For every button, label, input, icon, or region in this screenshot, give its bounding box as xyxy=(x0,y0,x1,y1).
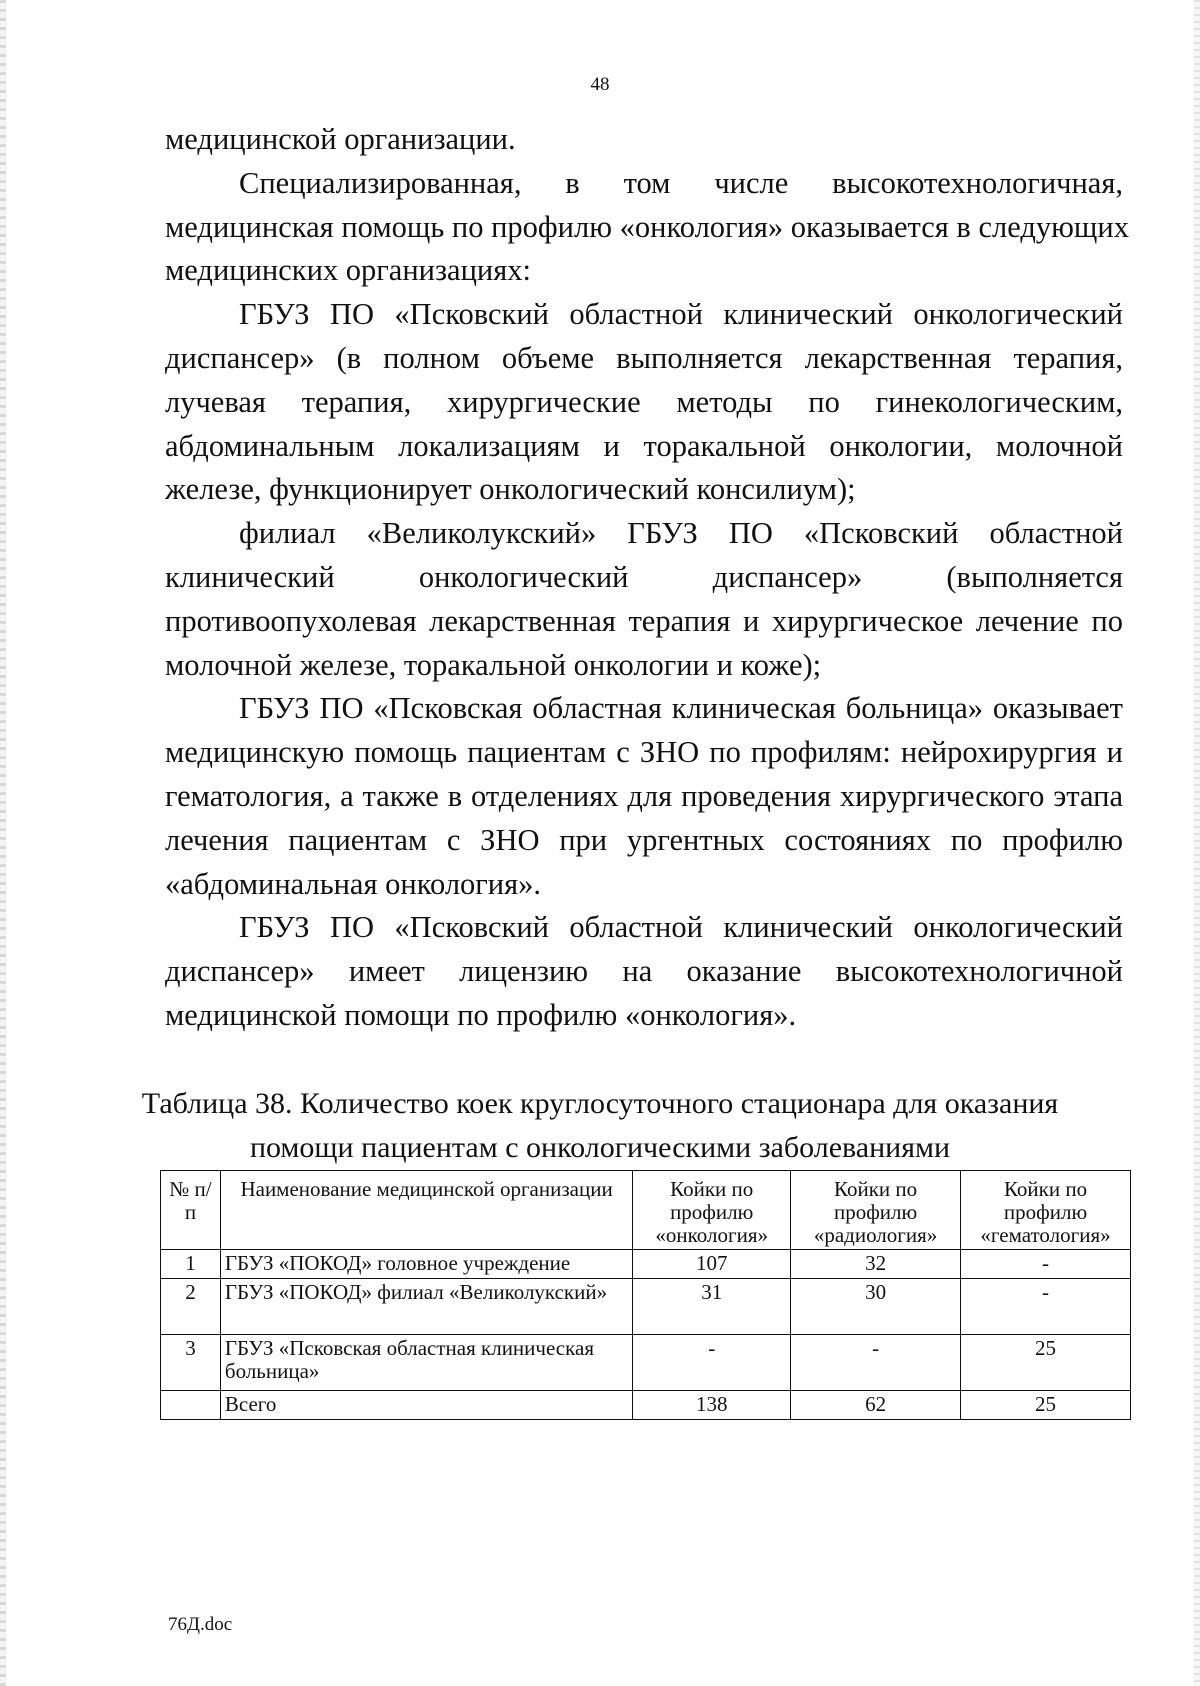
scan-edge-right xyxy=(1194,0,1200,1686)
table-caption-line: Таблица 38. Количество коек круглосуточного стационара для оказания xyxy=(141,1087,1059,1120)
table-total-row xyxy=(161,1391,1131,1420)
cell-organization: Всего xyxy=(220,1391,632,1420)
cell-organization: ГБУЗ «ПОКОД» филиал «Великолукский» xyxy=(220,1279,632,1335)
header-organization: Наименование медицинской организации xyxy=(220,1171,632,1250)
cell-hematology: 25 xyxy=(961,1335,1131,1391)
page-number: 48 xyxy=(590,74,610,95)
paragraph-line: молочной железе, торакальной онкологии и коже); xyxy=(165,647,822,682)
paragraph-line: ГБУЗ ПО «Псковский областной клинический онкологический xyxy=(239,297,1123,332)
paragraph-line: диспансер» (в полном объеме выполняется лекарственная терапия, xyxy=(165,340,1123,375)
cell-hematology: 25 xyxy=(961,1391,1131,1420)
footer-filename: 76Д.doc xyxy=(168,1614,233,1635)
cell-number: 3 xyxy=(161,1335,221,1391)
header-hematology-beds: Койки по профилю «гематология» xyxy=(961,1171,1131,1250)
table-caption xyxy=(0,1082,1200,1170)
beds-table xyxy=(160,1170,1131,1420)
paragraph-line: медицинской помощи по профилю «онкология». xyxy=(165,997,797,1032)
cell-oncology: 31 xyxy=(633,1279,791,1335)
table-caption-line: помощи пациентам с онкологическими заболеваниями xyxy=(249,1131,951,1164)
paragraph-line: диспансер» имеет лицензию на оказание высокотехнологичной xyxy=(165,954,1123,989)
paragraph-line: медицинская помощь по профилю «онкология» оказывается в следующих xyxy=(165,209,1129,244)
table-header-row xyxy=(161,1171,1131,1250)
paragraph-line: противоопухолевая лекарственная терапия и хирургическое лечение по xyxy=(165,603,1123,638)
scan-edge-left xyxy=(0,0,6,1686)
paragraph-line: медицинской организации. xyxy=(165,122,516,156)
table-row xyxy=(161,1279,1131,1335)
cell-organization: ГБУЗ «ПОКОД» головное учреждение xyxy=(220,1250,632,1279)
cell-oncology: - xyxy=(633,1335,791,1391)
cell-organization: ГБУЗ «Псковская областная клиническая больница» xyxy=(220,1335,632,1391)
paragraph-line: Специализированная, в том числе высокотехнологичная, xyxy=(239,165,1123,200)
paragraph-line: лечения пациентам с ЗНО при ургентных состояниях по профилю xyxy=(165,822,1123,857)
header-number: № п/п xyxy=(161,1171,221,1250)
cell-hematology: - xyxy=(961,1250,1131,1279)
body-text xyxy=(165,118,1129,1038)
cell-number: 2 xyxy=(161,1279,221,1335)
paragraph-line: филиал «Великолукский» ГБУЗ ПО «Псковский областной xyxy=(239,516,1123,551)
cell-radiology: - xyxy=(791,1335,961,1391)
paragraph-line: медицинскую помощь пациентам с ЗНО по профилям: нейрохирургия и xyxy=(165,735,1123,770)
table-row xyxy=(161,1335,1131,1391)
cell-radiology: 32 xyxy=(791,1250,961,1279)
cell-number xyxy=(161,1391,221,1420)
paragraph-line: железе, функционирует онкологический консилиум); xyxy=(165,472,856,507)
cell-radiology: 30 xyxy=(791,1279,961,1335)
paragraph-line: лучевая терапия, хирургические методы по гинекологическим, xyxy=(165,384,1123,419)
paragraph-line: клинический онкологический диспансер» (выполняется xyxy=(165,559,1123,594)
paragraph-line: ГБУЗ ПО «Псковская областная клиническая больница» оказывает xyxy=(239,691,1123,726)
table-row xyxy=(161,1250,1131,1279)
cell-oncology: 107 xyxy=(633,1250,791,1279)
cell-oncology: 138 xyxy=(633,1391,791,1420)
cell-radiology: 62 xyxy=(791,1391,961,1420)
paragraph-line: ГБУЗ ПО «Псковский областной клинический онкологический xyxy=(239,910,1123,945)
paragraph-line: медицинских организациях: xyxy=(165,253,531,288)
header-radiology-beds: Койки по профилю «радиология» xyxy=(791,1171,961,1250)
paragraph-line: «абдоминальная онкология». xyxy=(165,866,542,901)
paragraph-line: абдоминальным локализациям и торакальной онкологии, молочной xyxy=(165,428,1123,463)
header-oncology-beds: Койки по профилю «онкология» xyxy=(633,1171,791,1250)
cell-number: 1 xyxy=(161,1250,221,1279)
cell-hematology: - xyxy=(961,1279,1131,1335)
paragraph-line: гематология, а также в отделениях для проведения хирургического этапа xyxy=(165,778,1123,813)
